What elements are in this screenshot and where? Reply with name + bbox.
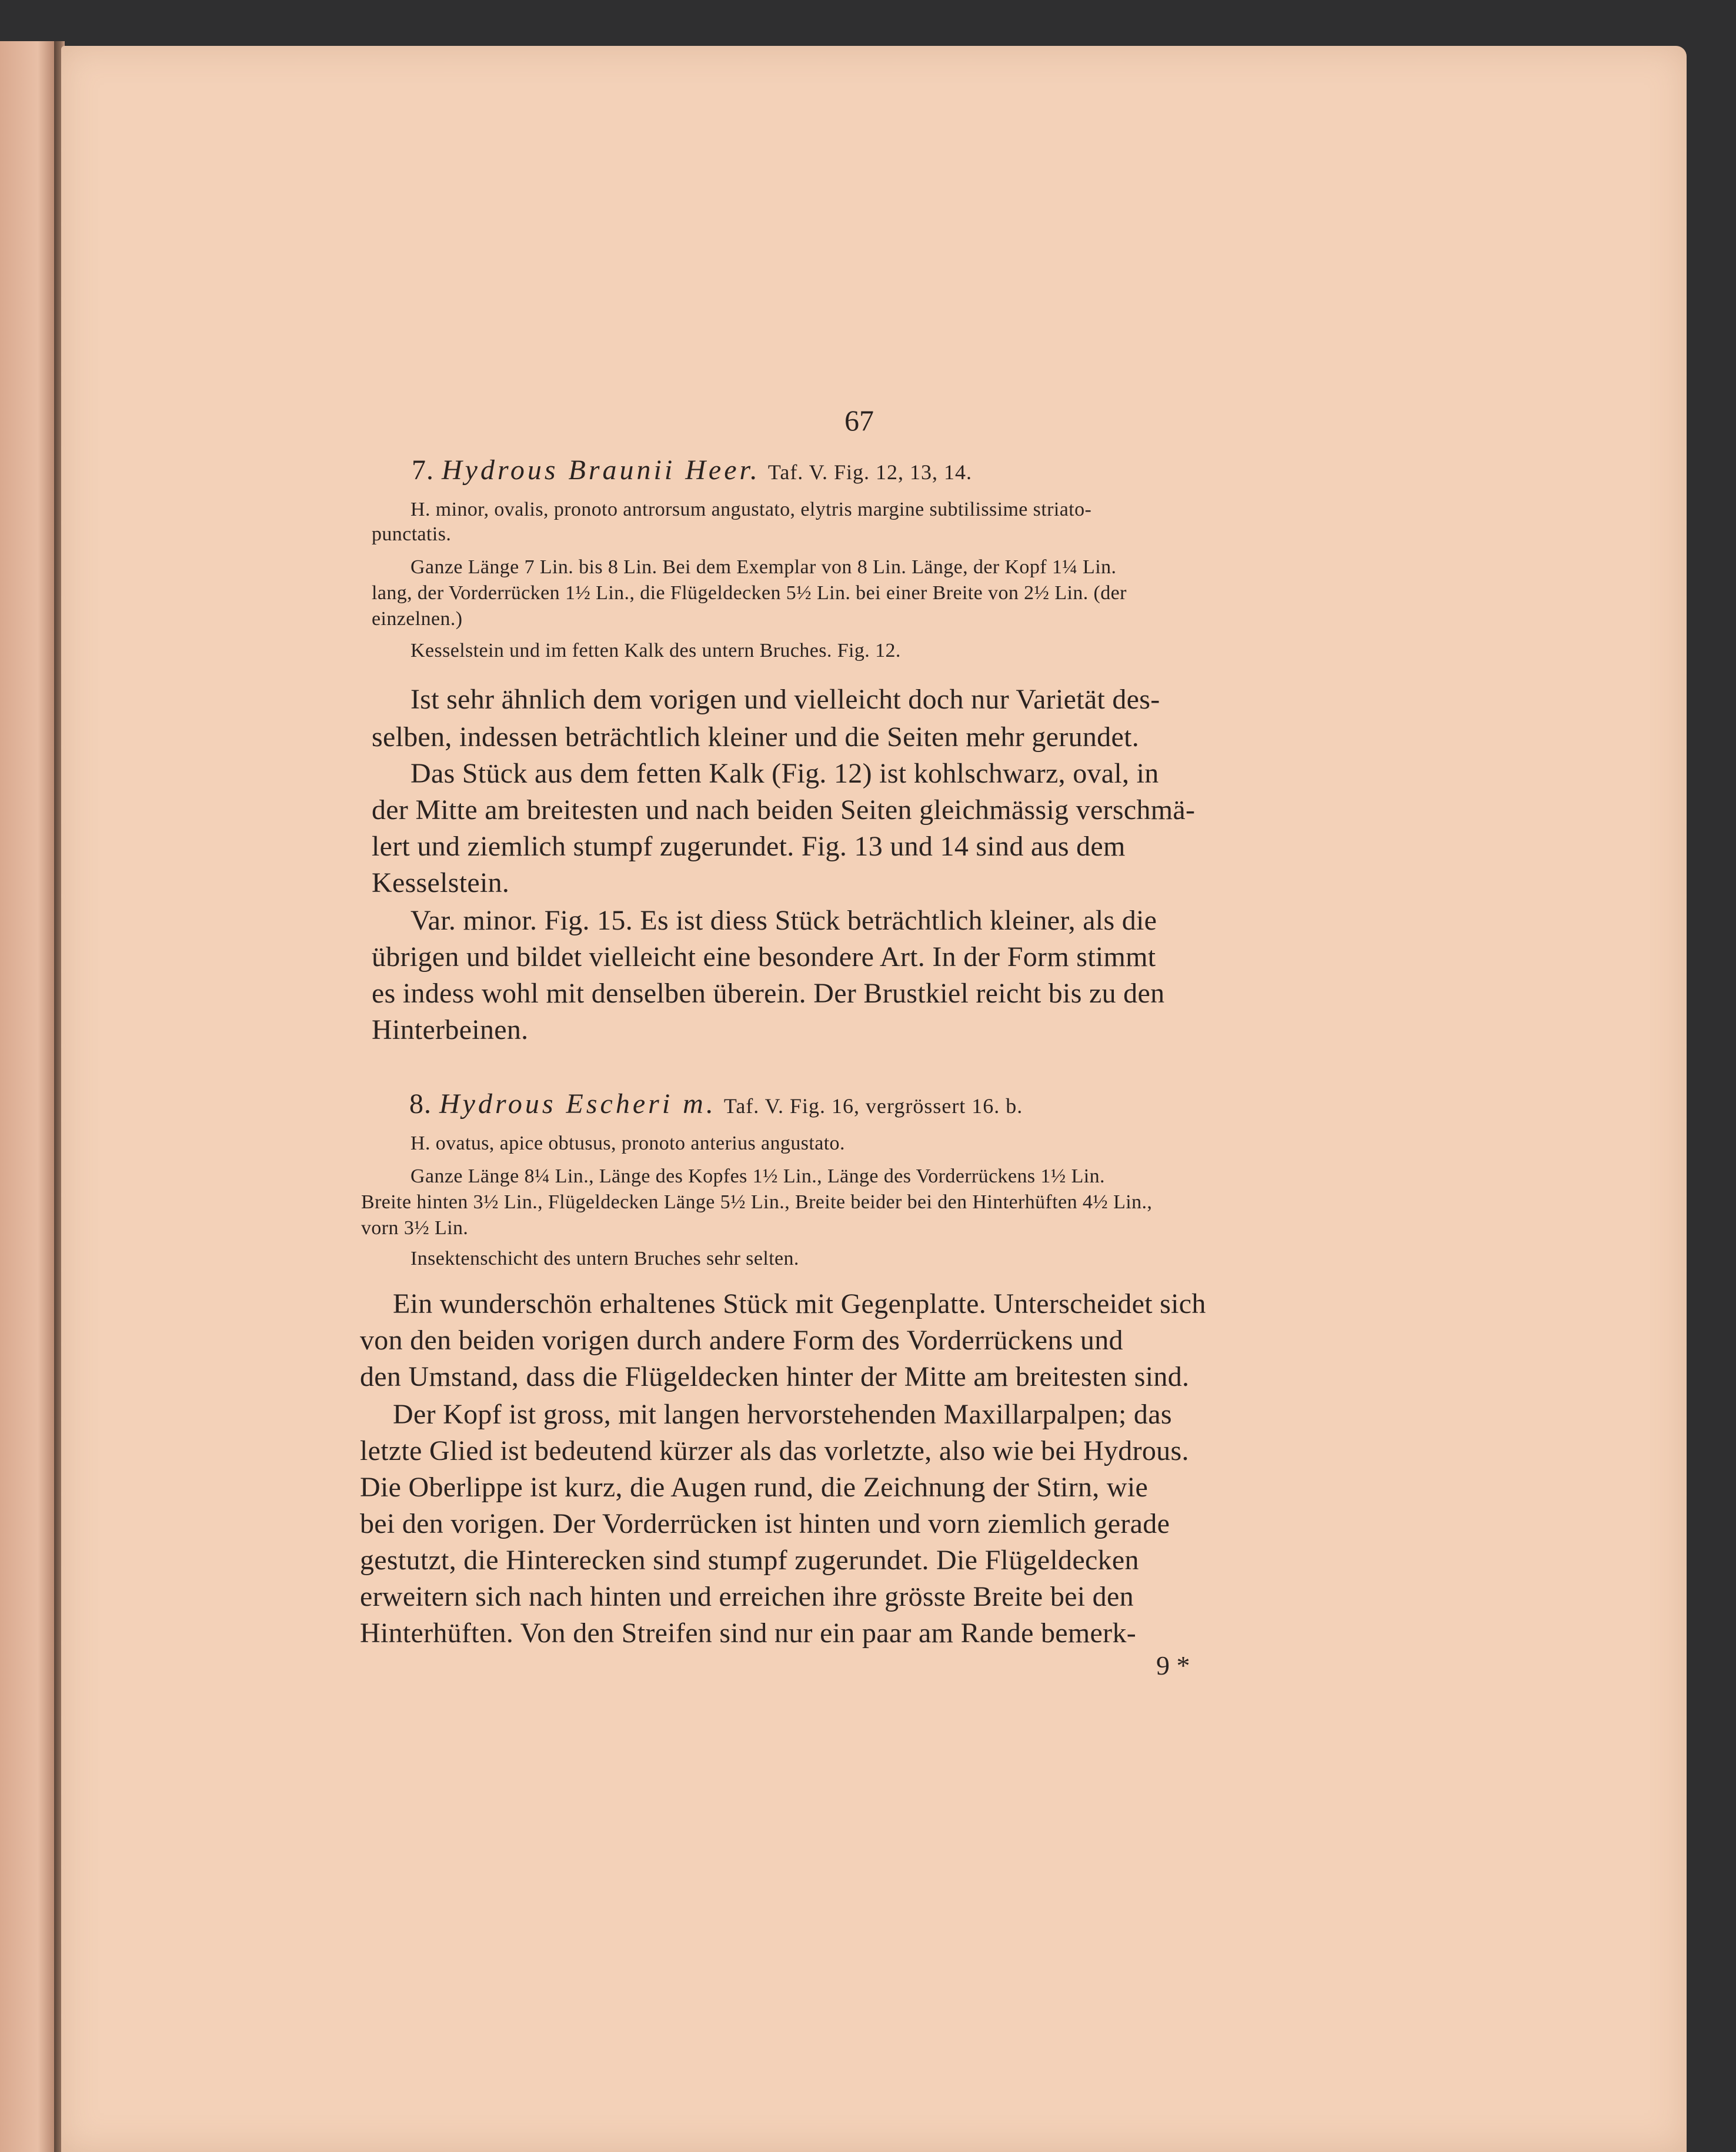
section-8-diagnosis: H. ovatus, apice obtusus, pronoto anterius angustato. xyxy=(410,1132,845,1154)
signature-mark: 9 * xyxy=(1156,1650,1190,1680)
section-7-diagnosis-line-2: punctatis. xyxy=(372,523,452,545)
section-8-plate-ref: Taf. V. Fig. 16, vergrössert 16. b. xyxy=(723,1094,1023,1118)
page-number: 67 xyxy=(844,404,874,437)
section-7-body-line-2: selben, indessen beträchtlich kleiner und die Seiten mehr gerundet. xyxy=(372,721,1140,753)
section-8-measurements-line-3: vorn 3½ Lin. xyxy=(361,1217,469,1239)
section-8-body-line-1: Ein wunderschön erhaltenes Stück mit Gegenplatte. Unterscheidet sich xyxy=(393,1288,1206,1319)
section-8-measurements-line-2: Breite hinten 3½ Lin., Flügeldecken Länge 5½ Lin., Breite beider bei den Hinterhüften 4½ Lin., xyxy=(361,1191,1153,1213)
section-8-body-line-10: Hinterhüften. Von den Streifen sind nur ein paar am Rande bemerk- xyxy=(360,1618,1137,1649)
section-7-body-line-4: der Mitte am breitesten und nach beiden Seiten gleichmässig verschmä- xyxy=(372,794,1196,826)
section-7-heading xyxy=(412,454,972,486)
section-7-plate-ref: Taf. V. Fig. 12, 13, 14. xyxy=(767,460,973,484)
section-7-body-line-3: Das Stück aus dem fetten Kalk (Fig. 12) ist kohlschwarz, oval, in xyxy=(410,758,1159,789)
section-7-diagnosis-line-1: H. minor, ovalis, pronoto antrorsum angustato, elytris margine subtilissime striato- xyxy=(410,499,1092,520)
section-8-heading xyxy=(409,1088,1023,1120)
section-7-body-line-6: Kesselstein. xyxy=(372,867,510,898)
section-8-body-line-2: von den beiden vorigen durch andere Form des Vorderrückens und xyxy=(360,1325,1123,1356)
section-8-body-line-3: den Umstand, dass die Flügeldecken hinter der Mitte am breitesten sind. xyxy=(360,1361,1190,1392)
section-8-body-line-9: erweitern sich nach hinten und erreichen ihre grösste Breite bei den xyxy=(360,1581,1134,1612)
book-page xyxy=(61,46,1687,2152)
section-8-body-line-4: Der Kopf ist gross, mit langen hervorstehenden Maxillarpalpen; das xyxy=(393,1399,1172,1430)
section-8-number: 8. xyxy=(409,1088,432,1120)
section-8-measurements-line-1: Ganze Länge 8¼ Lin., Länge des Kopfes 1½ Lin., Länge des Vorderrückens 1½ Lin. xyxy=(410,1165,1105,1187)
section-7-locality: Kesselstein und im fetten Kalk des untern Bruches. Fig. 12. xyxy=(410,640,901,661)
section-8-body-line-7: bei den vorigen. Der Vorderrücken ist hinten und vorn ziemlich gerade xyxy=(360,1508,1170,1539)
section-7-body-line-9: es indess wohl mit denselben überein. Der Brustkiel reicht bis zu den xyxy=(372,978,1165,1009)
section-7-number: 7. xyxy=(412,455,434,486)
section-8-locality: Insektenschicht des untern Bruches sehr selten. xyxy=(410,1248,799,1269)
section-7-body-line-10: Hinterbeinen. xyxy=(372,1014,529,1045)
section-7-body-line-8: übrigen und bildet vielleicht eine besondere Art. In der Form stimmt xyxy=(372,941,1156,973)
section-7-species: Hydrous Braunii Heer. xyxy=(442,455,760,486)
previous-page-edge xyxy=(0,41,54,2152)
section-7-body-line-1: Ist sehr ähnlich dem vorigen und vielleicht doch nur Varietät des- xyxy=(410,684,1160,715)
section-7-body-line-7: Var. minor. Fig. 15. Es ist diess Stück beträchtlich kleiner, als die xyxy=(410,905,1157,936)
section-8-body-line-5: letzte Glied ist bedeutend kürzer als das vorletzte, also wie bei Hydrous. xyxy=(360,1435,1189,1466)
section-7-measurements-line-3: einzelnen.) xyxy=(372,608,463,630)
section-7-measurements-line-1: Ganze Länge 7 Lin. bis 8 Lin. Bei dem Exemplar von 8 Lin. Länge, der Kopf 1¼ Lin. xyxy=(410,556,1117,578)
section-7-measurements-line-2: lang, der Vorderrücken 1½ Lin., die Flügeldecken 5½ Lin. bei einer Breite von 2½ Lin. (der xyxy=(372,582,1127,604)
section-7-body-line-5: lert und ziemlich stumpf zugerundet. Fig. 13 und 14 sind aus dem xyxy=(372,831,1126,862)
section-8-species: Hydrous Escheri m. xyxy=(439,1088,716,1120)
section-8-body-line-6: Die Oberlippe ist kurz, die Augen rund, die Zeichnung der Stirn, wie xyxy=(360,1472,1149,1503)
section-8-body-line-8: gestutzt, die Hinterecken sind stumpf zugerundet. Die Flügeldecken xyxy=(360,1545,1139,1576)
